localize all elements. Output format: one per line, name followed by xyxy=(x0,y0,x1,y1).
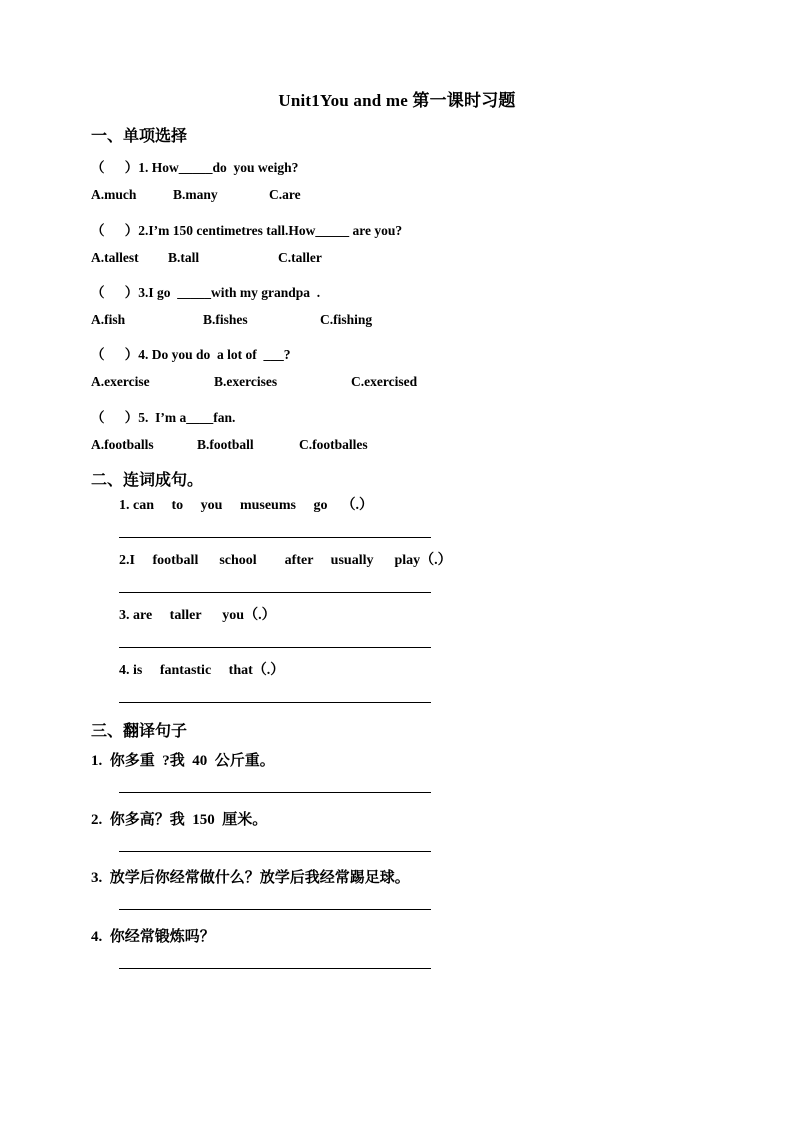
word-order-item: 4. is fantastic that（.） xyxy=(119,663,285,678)
answer-line[interactable] xyxy=(119,792,431,793)
translation-item: 2. 你多高？我 150 厘米。 xyxy=(91,812,268,828)
question-stem: （ ）4. Do you do a lot of ___? xyxy=(91,347,291,362)
answer-line[interactable] xyxy=(119,702,431,703)
section-heading-word-order: 二、连词成句。 xyxy=(91,472,204,489)
answer-line[interactable] xyxy=(119,968,431,969)
word-order-item: 3. are taller you（.） xyxy=(119,608,276,623)
option-b: B.tall xyxy=(168,250,200,265)
option-a: A.tallest xyxy=(91,250,139,265)
word-order-item: 2.I football school after usually play（.） xyxy=(119,553,452,568)
option-b: B.exercises xyxy=(214,374,278,389)
question-stem: （ ）3.I go _____with my grandpa . xyxy=(91,285,321,300)
question-options xyxy=(91,437,491,455)
question-options xyxy=(91,374,491,392)
section-heading-choice: 一、单项选择 xyxy=(91,128,188,145)
option-c: C.are xyxy=(269,187,301,202)
option-a: A.much xyxy=(91,187,137,202)
answer-line[interactable] xyxy=(119,592,431,593)
option-a: A.footballs xyxy=(91,437,154,452)
option-a: A.fish xyxy=(91,312,126,327)
option-b: B.many xyxy=(173,187,218,202)
translation-item: 4. 你经常锻炼吗？ xyxy=(91,929,215,945)
option-c: C.taller xyxy=(278,250,322,265)
option-c: C.footballes xyxy=(299,437,368,452)
option-b: B.fishes xyxy=(203,312,248,327)
option-a: A.exercise xyxy=(91,374,150,389)
question-options xyxy=(91,187,491,205)
option-c: C.fishing xyxy=(320,312,373,327)
question-options xyxy=(91,250,491,268)
answer-line[interactable] xyxy=(119,537,431,538)
answer-line[interactable] xyxy=(119,909,431,910)
question-stem: （ ）5. I’m a____fan. xyxy=(91,410,236,425)
option-b: B.football xyxy=(197,437,254,452)
word-order-item: 1. can to you museums go （.） xyxy=(119,498,373,513)
answer-line[interactable] xyxy=(119,851,431,852)
section-heading-translation: 三、翻译句子 xyxy=(91,723,188,740)
option-c: C.exercised xyxy=(351,374,418,389)
question-stem: （ ）1. How_____do you weigh? xyxy=(91,160,299,175)
page-title: Unit1You and me 第一课时习题 xyxy=(278,91,516,110)
question-options xyxy=(91,312,491,330)
translation-item: 1. 你多重 ?我 40 公斤重。 xyxy=(91,753,275,769)
translation-item: 3. 放学后你经常做什么？放学后我经常踢足球。 xyxy=(91,870,410,886)
answer-line[interactable] xyxy=(119,647,431,648)
question-stem: （ ）2.I’m 150 centimetres tall.How_____ are you? xyxy=(91,223,403,238)
